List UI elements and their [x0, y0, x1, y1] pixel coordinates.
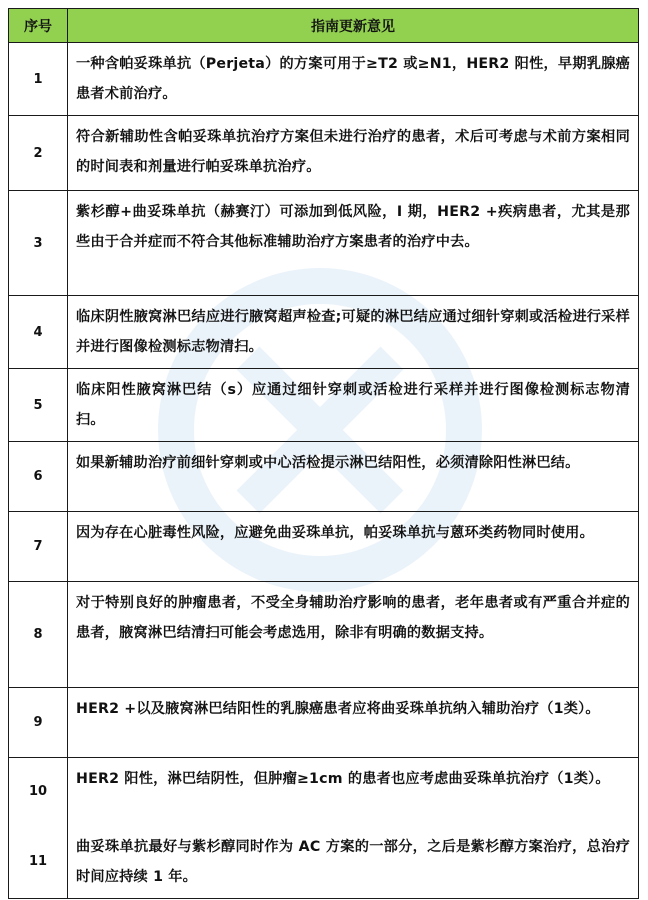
row-text: 曲妥珠单抗最好与紫杉醇同时作为 AC 方案的一部分，之后是紫杉醇方案治疗，总治疗时间应持续 1 年。 — [68, 826, 639, 899]
row-text: HER2 阳性，淋巴结阴性，但肿瘤≥1cm 的患者也应考虑曲妥珠单抗治疗（1类）。 — [68, 758, 639, 826]
table-row — [9, 442, 639, 512]
table-row — [9, 758, 639, 826]
row-text: 临床阴性腋窝淋巴结应进行腋窝超声检查;可疑的淋巴结应通过细针穿刺或活检进行采样并进行图像检测标志物清扫。 — [68, 296, 639, 369]
table-row — [9, 191, 639, 296]
table-row — [9, 296, 639, 369]
row-number: 5 — [9, 369, 68, 442]
row-text: 符合新辅助性含帕妥珠单抗治疗方案但未进行治疗的患者，术后可考虑与术前方案相同的时间表和剂量进行帕妥珠单抗治疗。 — [68, 116, 639, 191]
table-row — [9, 582, 639, 688]
row-text: 紫杉醇+曲妥珠单抗（赫赛汀）可添加到低风险，I 期，HER2 +疾病患者，尤其是那些由于合并症而不符合其他标准辅助治疗方案患者的治疗中去。 — [68, 191, 639, 296]
row-text: HER2 +以及腋窝淋巴结阳性的乳腺癌患者应将曲妥珠单抗纳入辅助治疗（1类）。 — [68, 688, 639, 758]
table-row — [9, 43, 639, 116]
row-text: 一种含帕妥珠单抗（Perjeta）的方案可用于≥T2 或≥N1，HER2 阳性，早期乳腺癌患者术前治疗。 — [68, 43, 639, 116]
row-number: 7 — [9, 512, 68, 582]
row-number: 1 — [9, 43, 68, 116]
guideline-update-table — [8, 8, 639, 899]
row-text: 因为存在心脏毒性风险，应避免曲妥珠单抗，帕妥珠单抗与蒽环类药物同时使用。 — [68, 512, 639, 582]
table-row — [9, 369, 639, 442]
row-text: 如果新辅助治疗前细针穿刺或中心活检提示淋巴结阳性，必须清除阳性淋巴结。 — [68, 442, 639, 512]
table-row — [9, 116, 639, 191]
row-number: 3 — [9, 191, 68, 296]
table-row — [9, 826, 639, 899]
row-number: 4 — [9, 296, 68, 369]
row-number: 8 — [9, 582, 68, 688]
row-text: 临床阳性腋窝淋巴结（s）应通过细针穿刺或活检进行采样并进行图像检测标志物清扫。 — [68, 369, 639, 442]
row-number: 6 — [9, 442, 68, 512]
table-row — [9, 688, 639, 758]
header-number: 序号 — [9, 9, 68, 43]
row-text: 对于特别良好的肿瘤患者，不受全身辅助治疗影响的患者，老年患者或有严重合并症的患者，腋窝淋巴结清扫可能会考虑选用，除非有明确的数据支持。 — [68, 582, 639, 688]
table-header-row — [9, 9, 639, 43]
header-content: 指南更新意见 — [68, 9, 639, 43]
row-number: 2 — [9, 116, 68, 191]
row-number: 10 — [9, 758, 68, 826]
table-row — [9, 512, 639, 582]
row-number: 11 — [9, 826, 68, 899]
row-number: 9 — [9, 688, 68, 758]
